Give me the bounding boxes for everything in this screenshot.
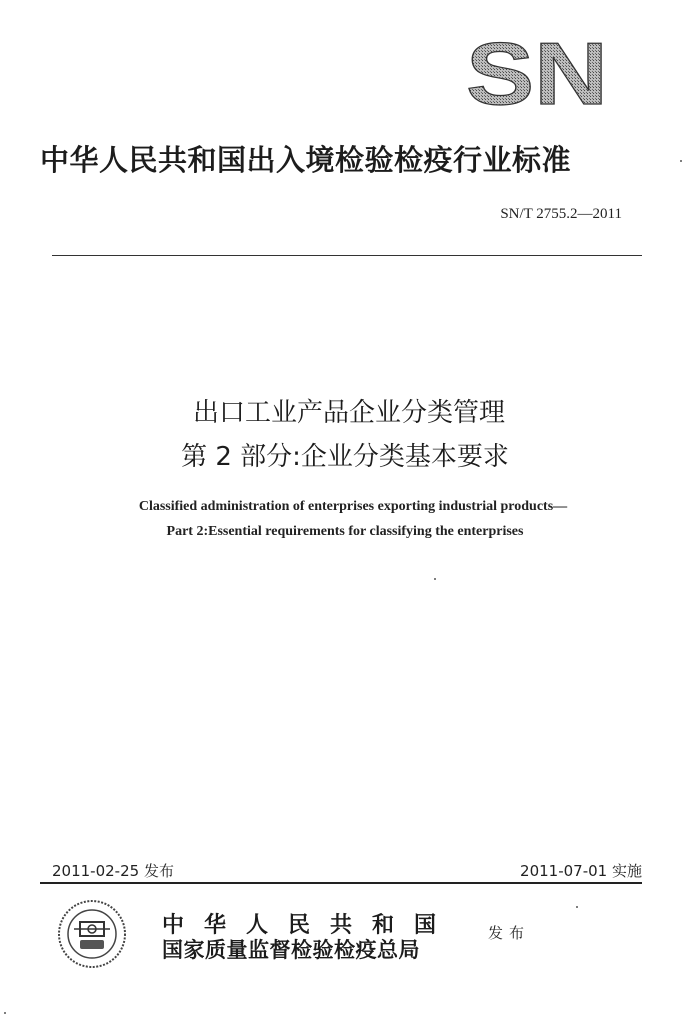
org-title: 中华人民共和国出入境检验检疫行业标准 xyxy=(40,143,572,177)
publisher-agency: 国家质量监督检验检疫总局 xyxy=(162,937,420,962)
publish-label: 发布 xyxy=(488,924,531,942)
publisher-country: 中华人民共和国 xyxy=(162,912,457,938)
en-title-line-2: Part 2:Essential requirements for classifying the enterprises xyxy=(166,524,524,539)
header-divider xyxy=(52,255,642,256)
sn-logo xyxy=(464,30,610,110)
cn-title-line-2: 第 2 部分:企业分类基本要求 xyxy=(181,442,509,472)
issue-date: 2011-02-25 发布 xyxy=(52,862,174,880)
implementation-date: 2011-07-01 实施 xyxy=(520,862,642,880)
scan-speck xyxy=(680,160,682,162)
scan-speck xyxy=(576,906,578,908)
logo-text: SN xyxy=(466,30,608,110)
scan-speck xyxy=(4,1012,6,1014)
scan-speck xyxy=(434,578,436,580)
publisher-seal-icon xyxy=(56,898,128,970)
standard-number: SN/T 2755.2—2011 xyxy=(500,206,622,222)
cn-title-line-1: 出口工业产品企业分类管理 xyxy=(192,398,505,428)
footer-divider xyxy=(40,882,642,884)
en-title-line-1: Classified administration of enterprises exporting industrial products— xyxy=(138,499,568,514)
